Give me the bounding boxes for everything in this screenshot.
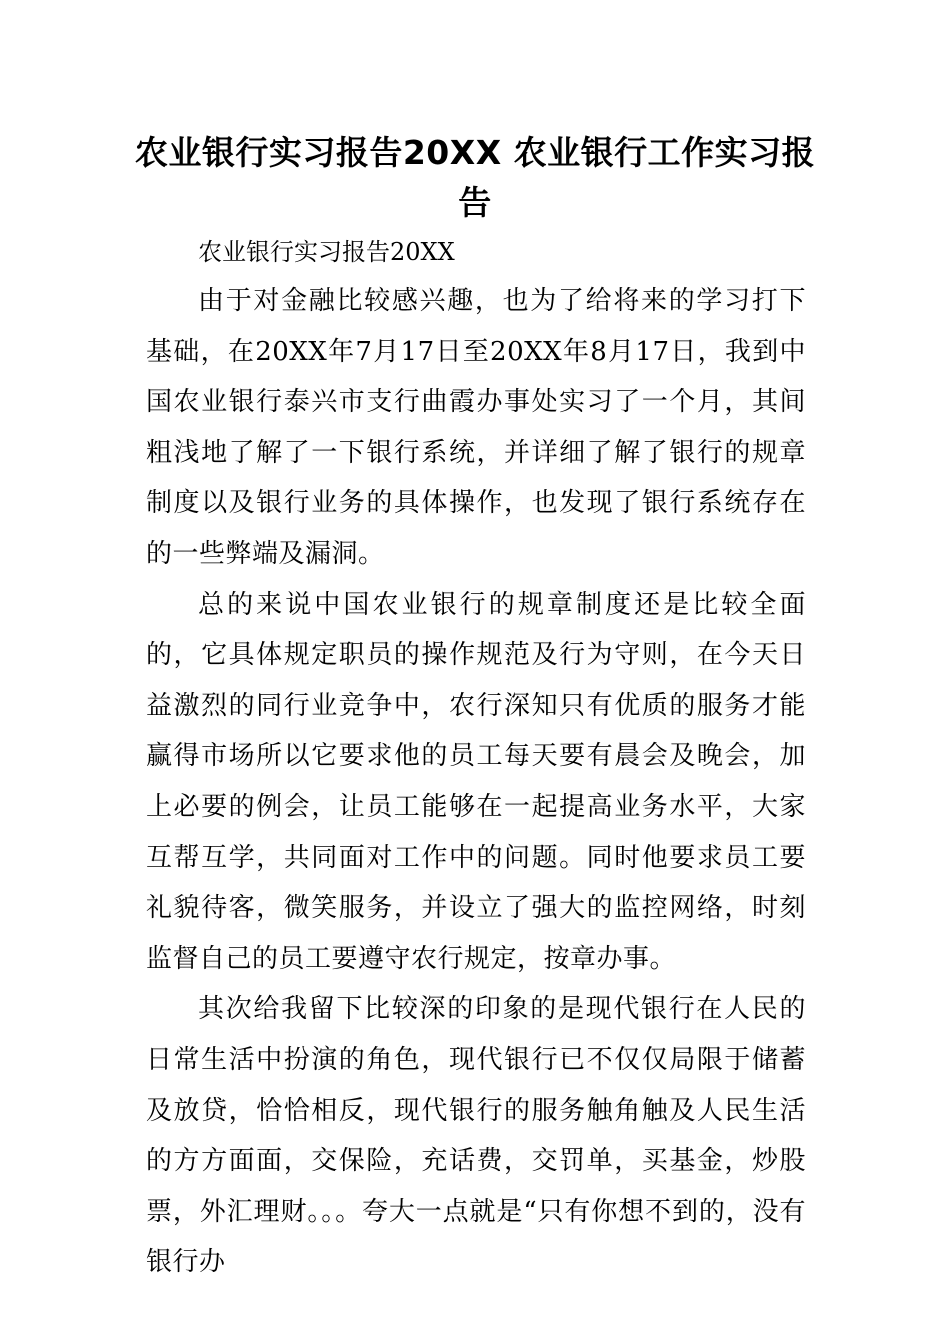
document-body (146, 228, 806, 1288)
paragraph-1: 由于对金融比较感兴趣，也为了给将来的学习打下基础，在20XX年7月17日至20XX年8月17日，我到中国农业银行泰兴市支行曲霞办事处实习了一个月，其间粗浅地了解了一下银行系统，并详细了解了银行的规章制度以及银行业务的具体操作，也发现了银行系统存在的一些弊端及漏洞。 (146, 286, 806, 569)
document-title: 农业银行实习报告20XX 农业银行工作实习报告 (134, 133, 816, 222)
document-subtitle: 农业银行实习报告20XX (198, 238, 455, 266)
paragraph-3: 其次给我留下比较深的印象的是现代银行在人民的日常生活中扮演的角色，现代银行已不仅仅局限于储蓄及放贷，恰恰相反，现代银行的服务触角触及人民生活的方方面面，交保险，充话费，交罚单，买基金，炒股票，外汇理财。。。夸大一点就是“只有你想不到的，没有银行办 (146, 994, 806, 1278)
paragraph-2: 总的来说中国农业银行的规章制度还是比较全面的，它具体规定职员的操作规范及行为守则，在今天日益激烈的同行业竞争中，农行深知只有优质的服务才能赢得市场所以它要求他的员工每天要有晨会及晚会，加上必要的例会，让员工能够在一起提高业务水平，大家互帮互学，共同面对工作中的问题。同时他要求员工要礼貌待客，微笑服务，并设立了强大的监控网络，时刻监督自己的员工要遵守农行规定，按章办事。 (146, 589, 806, 974)
